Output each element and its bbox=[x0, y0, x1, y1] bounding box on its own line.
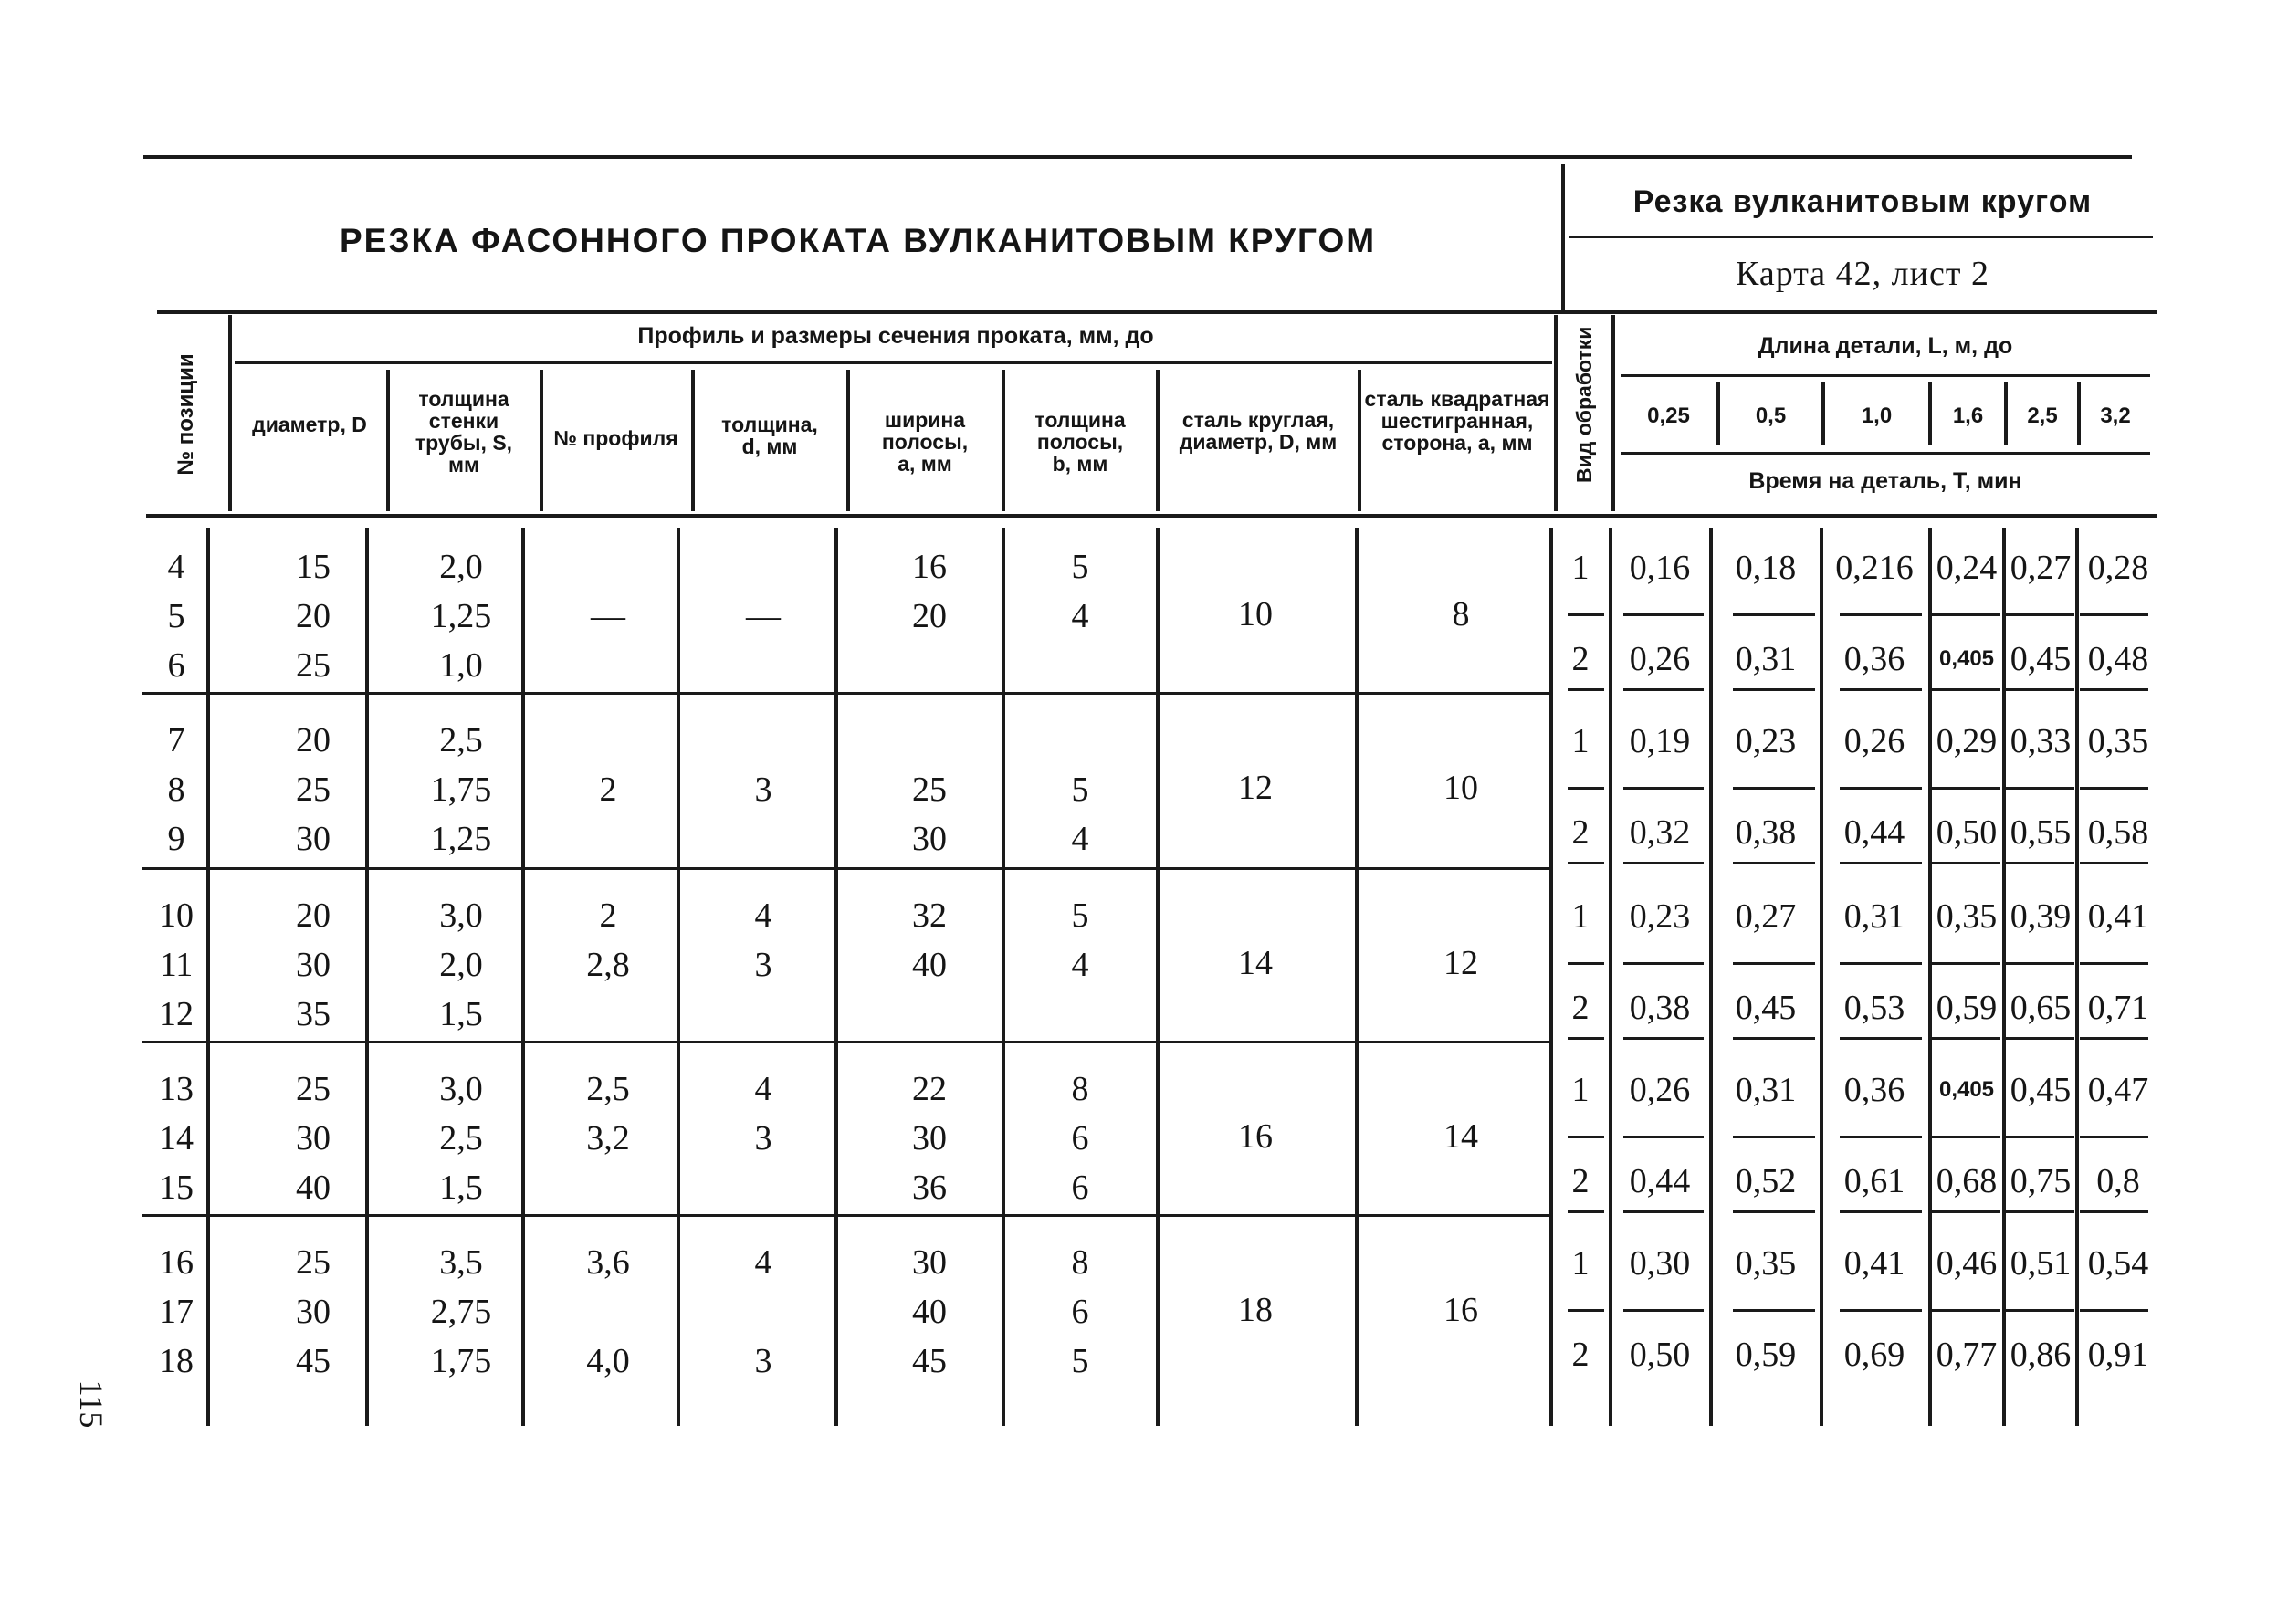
time-value: 0,41 bbox=[1843, 1244, 1905, 1283]
time-rule bbox=[1568, 962, 1604, 965]
header-bottom-rule bbox=[146, 514, 2157, 518]
time-rule bbox=[2080, 962, 2148, 965]
length-5: 3,2 bbox=[2100, 403, 2131, 428]
row-position: 16 bbox=[159, 1243, 194, 1282]
row-wall: 1,25 bbox=[430, 597, 492, 635]
time-value: 0,28 bbox=[2087, 549, 2149, 587]
time-value: 0,27 bbox=[1735, 897, 1797, 936]
time-value: 0,405 bbox=[1938, 646, 1995, 671]
time-value: 0,23 bbox=[1629, 897, 1691, 936]
row-thickness-b: 6 bbox=[1071, 1119, 1089, 1158]
length-group-header: Длина детали, L, м, до bbox=[1758, 333, 2013, 359]
row-wall: 1,75 bbox=[430, 1342, 492, 1380]
profile-group-header: Профиль и размеры сечения проката, мм, до bbox=[637, 323, 1154, 349]
row-width-a: 30 bbox=[912, 1119, 947, 1158]
time-rule bbox=[1568, 1309, 1604, 1312]
operation-title: Резка вулканитовым кругом bbox=[1632, 184, 2093, 219]
time-rule bbox=[1932, 1037, 2000, 1040]
page-title: РЕЗКА ФАСОННОГО ПРОКАТА ВУЛКАНИТОВЫМ КРУГОМ bbox=[340, 222, 1377, 259]
time-rule bbox=[1623, 862, 1704, 864]
row-wall: 2,75 bbox=[430, 1293, 492, 1331]
length-4: 2,5 bbox=[2027, 403, 2058, 428]
time-rule bbox=[2080, 862, 2148, 864]
time-value: 0,45 bbox=[2010, 640, 2072, 678]
group-separator bbox=[142, 1041, 1552, 1043]
row-diameter: 30 bbox=[296, 1293, 331, 1331]
body-vline bbox=[2075, 528, 2079, 1426]
row-position: 14 bbox=[159, 1119, 194, 1158]
row-thickness-b: 6 bbox=[1071, 1168, 1089, 1207]
group-square-steel: 14 bbox=[1443, 1117, 1478, 1156]
time-value: 0,35 bbox=[2087, 722, 2149, 760]
col-width-a: ширина полосы, a, мм bbox=[881, 408, 969, 476]
time-value: 0,61 bbox=[1843, 1162, 1905, 1200]
time-rule bbox=[1840, 862, 1922, 864]
time-value: 0,47 bbox=[2087, 1071, 2149, 1109]
time-rule bbox=[1623, 1136, 1704, 1138]
time-value: 0,69 bbox=[1843, 1336, 1905, 1374]
row-diameter: 45 bbox=[296, 1342, 331, 1380]
group-round-steel: 12 bbox=[1238, 769, 1273, 807]
time-rule bbox=[2006, 962, 2074, 965]
row-profile-no: — bbox=[591, 597, 625, 635]
row-wall: 2,0 bbox=[439, 548, 483, 586]
time-rule bbox=[2006, 1210, 2074, 1213]
time-rule bbox=[1840, 688, 1922, 691]
hv-pos bbox=[228, 315, 232, 511]
time-rule bbox=[1733, 862, 1815, 864]
time-rule bbox=[1932, 613, 2000, 616]
group-separator bbox=[142, 1214, 1552, 1217]
time-value: 0,26 bbox=[1629, 640, 1691, 678]
row-diameter: 25 bbox=[296, 770, 331, 809]
row-thickness-b: 4 bbox=[1071, 597, 1089, 635]
time-rule bbox=[2006, 613, 2074, 616]
length-2: 1,0 bbox=[1861, 403, 1893, 428]
time-rule bbox=[1840, 1136, 1922, 1138]
body-vline bbox=[2002, 528, 2006, 1426]
group-separator bbox=[142, 867, 1552, 870]
row-diameter: 25 bbox=[296, 1243, 331, 1282]
time-rule bbox=[1623, 962, 1704, 965]
processing-type: 1 bbox=[1571, 1071, 1590, 1109]
time-rule bbox=[1568, 1210, 1604, 1213]
row-position: 6 bbox=[167, 646, 185, 685]
row-position: 5 bbox=[167, 597, 185, 635]
col-round-steel: сталь круглая, диаметр, D, мм bbox=[1179, 408, 1338, 454]
time-value: 0,16 bbox=[1629, 549, 1691, 587]
time-value: 0,53 bbox=[1843, 989, 1905, 1027]
row-width-a: 45 bbox=[912, 1342, 947, 1380]
time-value: 0,65 bbox=[2010, 989, 2072, 1027]
page-number: 115 bbox=[73, 1379, 110, 1429]
time-rule bbox=[2080, 1037, 2148, 1040]
time-rule bbox=[1733, 1136, 1815, 1138]
row-position: 11 bbox=[159, 946, 194, 984]
row-thickness-b: 6 bbox=[1071, 1293, 1089, 1331]
row-wall: 2,5 bbox=[439, 1119, 483, 1158]
time-value: 0,59 bbox=[1735, 1336, 1797, 1374]
body-vline bbox=[1156, 528, 1160, 1426]
time-rule bbox=[1623, 1037, 1704, 1040]
group-square-steel: 8 bbox=[1452, 595, 1470, 634]
row-wall: 1,5 bbox=[439, 1168, 483, 1207]
row-diameter: 35 bbox=[296, 995, 331, 1033]
time-rule bbox=[2080, 1309, 2148, 1312]
row-diameter: 40 bbox=[296, 1168, 331, 1207]
body-vline bbox=[677, 528, 680, 1426]
time-rule bbox=[1623, 688, 1704, 691]
body-vline bbox=[206, 528, 210, 1426]
time-rule bbox=[1623, 1309, 1704, 1312]
row-diameter: 25 bbox=[296, 646, 331, 685]
time-value: 0,77 bbox=[1936, 1336, 1998, 1374]
row-width-a: 40 bbox=[912, 1293, 947, 1331]
row-thickness-b: 8 bbox=[1071, 1243, 1089, 1282]
row-profile-no: 2,5 bbox=[586, 1070, 630, 1108]
row-diameter: 30 bbox=[296, 1119, 331, 1158]
time-value: 0,50 bbox=[1629, 1336, 1691, 1374]
time-rule bbox=[2006, 862, 2074, 864]
position-header: № позиции bbox=[173, 353, 198, 476]
time-value: 0,8 bbox=[2096, 1162, 2140, 1200]
row-diameter: 25 bbox=[296, 1070, 331, 1108]
row-thickness-b: 5 bbox=[1071, 770, 1089, 809]
time-value: 0,48 bbox=[2087, 640, 2149, 678]
row-wall: 3,5 bbox=[439, 1243, 483, 1282]
time-rule bbox=[1733, 787, 1815, 790]
time-rule bbox=[2080, 787, 2148, 790]
time-value: 0,23 bbox=[1735, 722, 1797, 760]
time-rule bbox=[1932, 1309, 2000, 1312]
col-thickness-d: толщина, d, мм bbox=[721, 413, 818, 458]
time-value: 0,27 bbox=[2010, 549, 2072, 587]
time-value: 0,75 bbox=[2010, 1162, 2072, 1200]
row-diameter: 20 bbox=[296, 597, 331, 635]
row-width-a: 30 bbox=[912, 820, 947, 858]
row-thickness-d: 3 bbox=[754, 946, 772, 984]
row-wall: 1,25 bbox=[430, 820, 492, 858]
row-position: 8 bbox=[167, 770, 185, 809]
row-profile-no: 2 bbox=[599, 770, 617, 809]
time-value: 0,45 bbox=[1735, 989, 1797, 1027]
row-profile-no: 2 bbox=[599, 896, 617, 935]
time-value: 0,36 bbox=[1843, 1071, 1905, 1109]
time-rule bbox=[1932, 1136, 2000, 1138]
time-value: 0,24 bbox=[1936, 549, 1998, 587]
operation-rule bbox=[1569, 236, 2153, 238]
row-thickness-b: 5 bbox=[1071, 896, 1089, 935]
row-wall: 1,5 bbox=[439, 995, 483, 1033]
time-value: 0,29 bbox=[1936, 722, 1998, 760]
time-value: 0,41 bbox=[2087, 897, 2149, 936]
row-width-a: 36 bbox=[912, 1168, 947, 1207]
row-wall: 2,0 bbox=[439, 946, 483, 984]
row-position: 4 bbox=[167, 548, 185, 586]
time-rule bbox=[1840, 1309, 1922, 1312]
row-wall: 3,0 bbox=[439, 1070, 483, 1108]
time-rule bbox=[1568, 862, 1604, 864]
body-vline bbox=[1609, 528, 1612, 1426]
time-value: 0,33 bbox=[2010, 722, 2072, 760]
time-rule bbox=[1623, 1210, 1704, 1213]
row-width-a: 22 bbox=[912, 1070, 947, 1108]
time-value: 0,19 bbox=[1629, 722, 1691, 760]
lengths-rule bbox=[1621, 452, 2150, 455]
row-profile-no: 4,0 bbox=[586, 1342, 630, 1380]
card-label: Карта 42, лист 2 bbox=[1736, 255, 1989, 293]
time-rule bbox=[1840, 962, 1922, 965]
time-value: 0,31 bbox=[1735, 640, 1797, 678]
time-rule bbox=[2006, 1037, 2074, 1040]
row-thickness-d: 4 bbox=[754, 1243, 772, 1282]
body-vline bbox=[521, 528, 525, 1426]
time-rule bbox=[1840, 1210, 1922, 1213]
length-group-rule bbox=[1621, 374, 2150, 377]
hv-9 bbox=[1611, 315, 1615, 511]
time-rule bbox=[1623, 787, 1704, 790]
group-square-steel: 10 bbox=[1443, 769, 1478, 807]
time-rule bbox=[1840, 1037, 1922, 1040]
time-value: 0,45 bbox=[2010, 1071, 2072, 1109]
time-value: 0,36 bbox=[1843, 640, 1905, 678]
processing-type: 1 bbox=[1571, 549, 1590, 587]
processing-type: 1 bbox=[1571, 722, 1590, 760]
time-value: 0,31 bbox=[1843, 897, 1905, 936]
row-position: 7 bbox=[167, 721, 185, 760]
row-thickness-b: 4 bbox=[1071, 946, 1089, 984]
time-value: 0,51 bbox=[2010, 1244, 2072, 1283]
time-rule bbox=[1568, 1037, 1604, 1040]
row-thickness-d: 3 bbox=[754, 1342, 772, 1380]
processing-type-header: Вид обработки bbox=[1572, 326, 1596, 483]
body-vline bbox=[1002, 528, 1005, 1426]
row-diameter: 15 bbox=[296, 548, 331, 586]
time-value: 0,55 bbox=[2010, 813, 2072, 852]
row-profile-no: 3,2 bbox=[586, 1119, 630, 1158]
time-rule bbox=[1840, 613, 1922, 616]
row-thickness-b: 5 bbox=[1071, 548, 1089, 586]
time-rule bbox=[1932, 962, 2000, 965]
row-thickness-b: 8 bbox=[1071, 1070, 1089, 1108]
row-diameter: 30 bbox=[296, 820, 331, 858]
group-round-steel: 16 bbox=[1238, 1117, 1273, 1156]
col-wall: толщина стенки трубы, S, мм bbox=[415, 387, 513, 477]
time-value: 0,26 bbox=[1843, 722, 1905, 760]
time-value: 0,44 bbox=[1629, 1162, 1691, 1200]
group-round-steel: 18 bbox=[1238, 1291, 1273, 1329]
time-rule bbox=[1733, 1037, 1815, 1040]
time-rule bbox=[2080, 1136, 2148, 1138]
group-round-steel: 14 bbox=[1238, 944, 1273, 982]
time-value: 0,30 bbox=[1629, 1244, 1691, 1283]
body-vline bbox=[1928, 528, 1932, 1426]
time-value: 0,31 bbox=[1735, 1071, 1797, 1109]
row-thickness-b: 5 bbox=[1071, 1342, 1089, 1380]
row-thickness-d: 3 bbox=[754, 770, 772, 809]
row-thickness-d: 4 bbox=[754, 1070, 772, 1108]
body-vline bbox=[834, 528, 838, 1426]
time-rule bbox=[1568, 688, 1604, 691]
time-value: 0,405 bbox=[1938, 1077, 1995, 1102]
time-value: 0,68 bbox=[1936, 1162, 1998, 1200]
length-3: 1,6 bbox=[1952, 403, 1984, 428]
top-rule bbox=[143, 155, 2132, 159]
row-position: 10 bbox=[159, 896, 194, 935]
col-square-steel: сталь квадратная шестигранная, сторона, а, мм bbox=[1364, 387, 1550, 455]
row-position: 12 bbox=[159, 995, 194, 1033]
time-value: 0,54 bbox=[2087, 1244, 2149, 1283]
row-position: 17 bbox=[159, 1293, 194, 1331]
row-width-a: 20 bbox=[912, 597, 947, 635]
col-thickness-b: толщина полосы, b, мм bbox=[1034, 408, 1126, 476]
row-thickness-d: 3 bbox=[754, 1119, 772, 1158]
hv-8 bbox=[1554, 315, 1558, 511]
row-profile-no: 3,6 bbox=[586, 1243, 630, 1282]
time-value: 0,32 bbox=[1629, 813, 1691, 852]
header-top-rule bbox=[157, 310, 2157, 314]
time-value: 0,71 bbox=[2087, 989, 2149, 1027]
length-1: 0,5 bbox=[1755, 403, 1787, 428]
time-rule bbox=[1733, 613, 1815, 616]
col-diameter: диаметр, D bbox=[252, 413, 367, 436]
time-value: 0,38 bbox=[1735, 813, 1797, 852]
time-rule bbox=[1932, 787, 2000, 790]
row-thickness-d: 4 bbox=[754, 896, 772, 935]
group-square-steel: 12 bbox=[1443, 944, 1478, 982]
length-0: 0,25 bbox=[1647, 403, 1690, 428]
body-vline bbox=[1709, 528, 1713, 1426]
processing-type: 2 bbox=[1571, 813, 1590, 852]
time-rule bbox=[1568, 613, 1604, 616]
group-square-steel: 16 bbox=[1443, 1291, 1478, 1329]
time-rule bbox=[1568, 787, 1604, 790]
time-rule bbox=[1932, 688, 2000, 691]
time-rule bbox=[1733, 962, 1815, 965]
time-rule bbox=[1932, 1210, 2000, 1213]
body-vline bbox=[1549, 528, 1553, 1426]
time-value: 0,35 bbox=[1735, 1244, 1797, 1283]
time-value: 0,91 bbox=[2087, 1336, 2149, 1374]
profile-group-rule bbox=[235, 361, 1552, 364]
time-rule bbox=[2006, 688, 2074, 691]
time-rule bbox=[1840, 787, 1922, 790]
row-wall: 1,75 bbox=[430, 770, 492, 809]
time-value: 0,58 bbox=[2087, 813, 2149, 852]
time-value: 0,50 bbox=[1936, 813, 1998, 852]
group-round-steel: 10 bbox=[1238, 595, 1273, 634]
row-wall: 2,5 bbox=[439, 721, 483, 760]
processing-type: 1 bbox=[1571, 1244, 1590, 1283]
time-rule bbox=[2006, 787, 2074, 790]
row-width-a: 16 bbox=[912, 548, 947, 586]
row-thickness-d: — bbox=[746, 597, 781, 635]
time-rule bbox=[1733, 688, 1815, 691]
time-value: 0,46 bbox=[1936, 1244, 1998, 1283]
row-position: 18 bbox=[159, 1342, 194, 1380]
row-profile-no: 2,8 bbox=[586, 946, 630, 984]
time-value: 0,52 bbox=[1735, 1162, 1797, 1200]
time-rule bbox=[1568, 1136, 1604, 1138]
row-diameter: 20 bbox=[296, 896, 331, 935]
time-value: 0,35 bbox=[1936, 897, 1998, 936]
row-wall: 3,0 bbox=[439, 896, 483, 935]
row-position: 9 bbox=[167, 820, 185, 858]
body-vline bbox=[1355, 528, 1359, 1426]
time-value: 0,59 bbox=[1936, 989, 1998, 1027]
time-rule bbox=[1733, 1309, 1815, 1312]
row-position: 15 bbox=[159, 1168, 194, 1207]
row-diameter: 30 bbox=[296, 946, 331, 984]
time-rule bbox=[2006, 1136, 2074, 1138]
body-vline bbox=[1820, 528, 1823, 1426]
time-rule bbox=[1733, 1210, 1815, 1213]
row-position: 13 bbox=[159, 1070, 194, 1108]
group-separator bbox=[142, 692, 1552, 695]
time-value: 0,216 bbox=[1835, 549, 1914, 587]
processing-type: 2 bbox=[1571, 1162, 1590, 1200]
col-profile-no: № профиля bbox=[553, 426, 678, 450]
time-rule bbox=[2080, 613, 2148, 616]
processing-type: 2 bbox=[1571, 1336, 1590, 1374]
time-value: 0,39 bbox=[2010, 897, 2072, 936]
time-rule bbox=[2080, 1210, 2148, 1213]
title-divider bbox=[1561, 164, 1565, 310]
time-rule bbox=[2080, 688, 2148, 691]
time-rule bbox=[2006, 1309, 2074, 1312]
time-value: 0,44 bbox=[1843, 813, 1905, 852]
row-width-a: 25 bbox=[912, 770, 947, 809]
row-thickness-b: 4 bbox=[1071, 820, 1089, 858]
processing-type: 2 bbox=[1571, 989, 1590, 1027]
time-rule bbox=[1932, 862, 2000, 864]
time-value: 0,38 bbox=[1629, 989, 1691, 1027]
time-rule bbox=[1623, 613, 1704, 616]
processing-type: 2 bbox=[1571, 640, 1590, 678]
time-value: 0,86 bbox=[2010, 1336, 2072, 1374]
processing-type: 1 bbox=[1571, 897, 1590, 936]
row-diameter: 20 bbox=[296, 721, 331, 760]
time-value: 0,26 bbox=[1629, 1071, 1691, 1109]
row-width-a: 30 bbox=[912, 1243, 947, 1282]
row-wall: 1,0 bbox=[439, 646, 483, 685]
time-header: Время на деталь, Т, мин bbox=[1748, 468, 2022, 494]
body-vline bbox=[365, 528, 369, 1426]
row-width-a: 40 bbox=[912, 946, 947, 984]
row-width-a: 32 bbox=[912, 896, 947, 935]
time-value: 0,18 bbox=[1735, 549, 1797, 587]
